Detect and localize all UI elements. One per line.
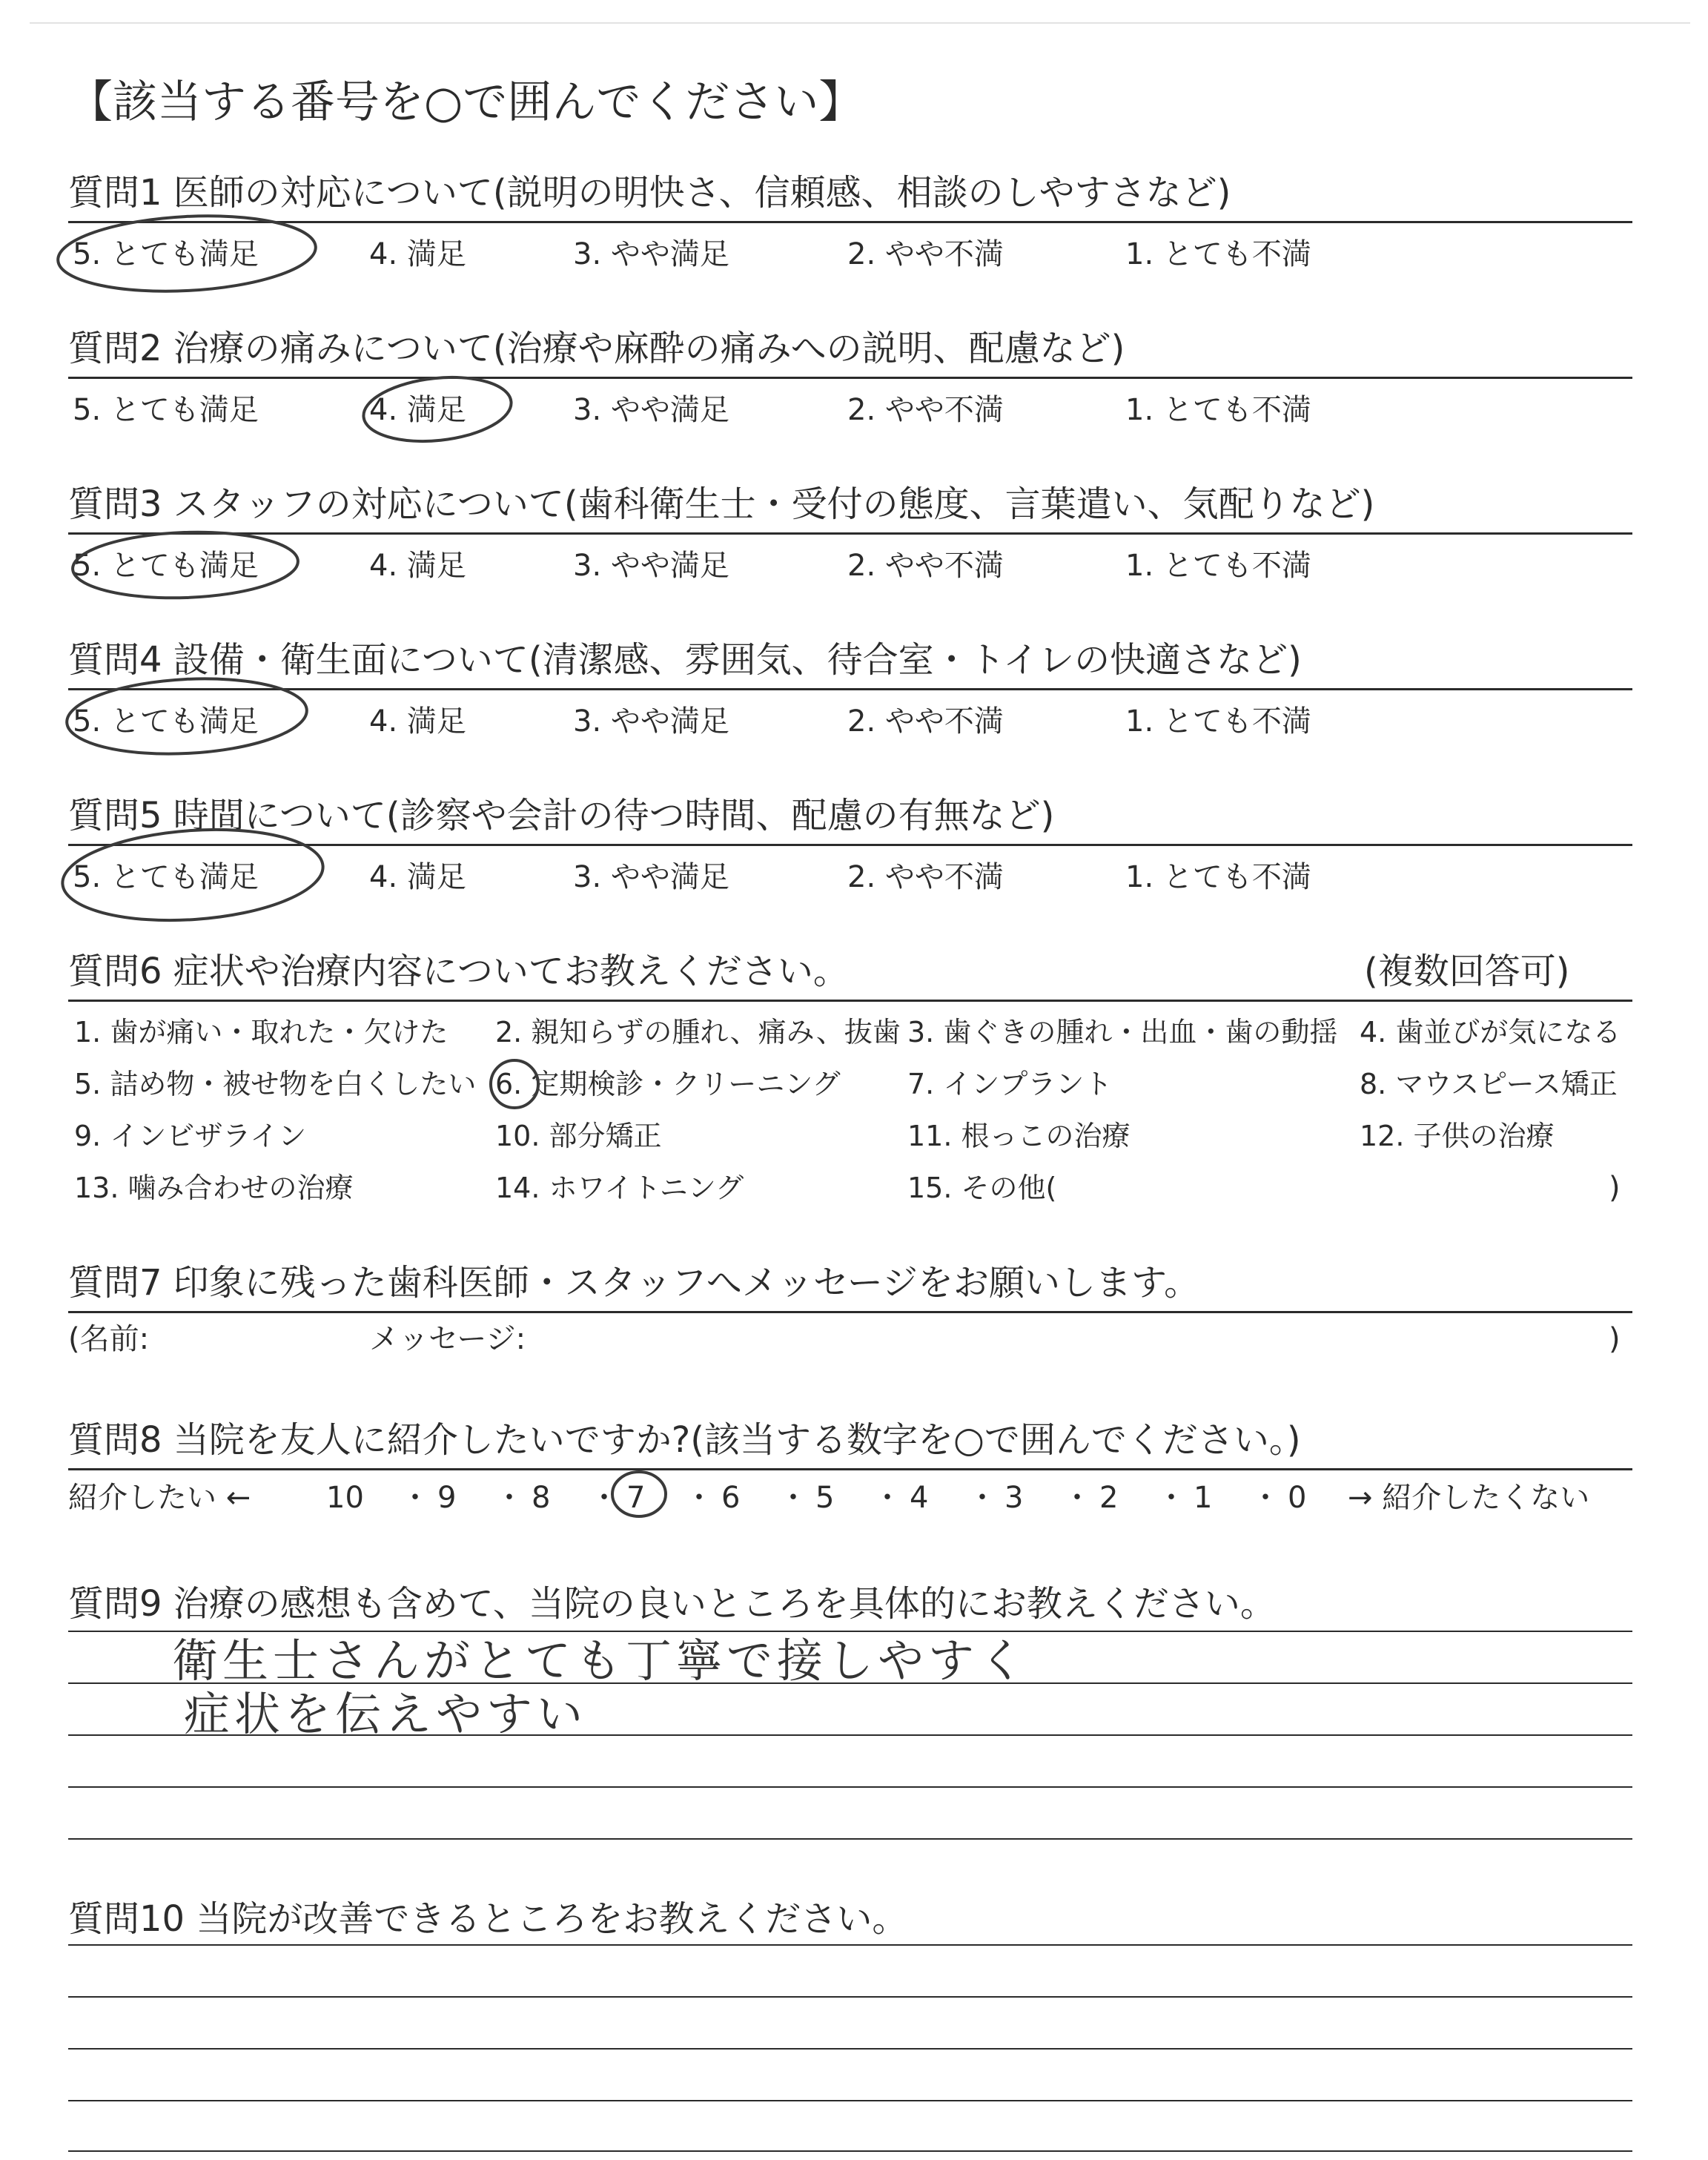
- symptom-option-12[interactable]: 12. 子供の治療: [1360, 1120, 1555, 1152]
- option-2[interactable]: 2. やや不満: [847, 237, 1004, 271]
- scale-option-7[interactable]: 7: [626, 1481, 646, 1515]
- question-label: 質問6 症状や治療内容についてお教えください。: [68, 951, 849, 992]
- selection-circle-q6: [491, 1060, 538, 1108]
- scale-separator: ・: [778, 1481, 808, 1515]
- option-3[interactable]: 3. やや満足: [573, 860, 729, 894]
- scale-separator: ・: [589, 1481, 619, 1515]
- symptom-option-9[interactable]: 9. インビザライン: [74, 1120, 307, 1152]
- question-label: 質問3 スタッフの対応について(歯科衛生士・受付の態度、言葉遣い、気配りなど): [68, 483, 1375, 525]
- question-label: 質問1 医師の対応について(説明の明快さ、信頼感、相談のしやすさなど): [68, 172, 1231, 214]
- symptom-option-4[interactable]: 4. 歯並びが気になる: [1360, 1016, 1621, 1048]
- option-5[interactable]: 5. とても満足: [73, 393, 259, 427]
- selection-circle-q3: [72, 529, 299, 602]
- option-1[interactable]: 1. とても不満: [1125, 860, 1311, 894]
- symptom-option-10[interactable]: 10. 部分矯正: [495, 1120, 662, 1152]
- option-4[interactable]: 4. 満足: [369, 393, 466, 427]
- question-label: 質問7 印象に残った歯科医師・スタッフへメッセージをお願いします。: [68, 1262, 1200, 1304]
- scale-separator: ・: [873, 1481, 902, 1515]
- scale-separator: ・: [967, 1481, 997, 1515]
- question-label: 質問5 時間について(診察や会計の待つ時間、配慮の有無など): [68, 795, 1055, 836]
- scale-option-4[interactable]: 4: [910, 1481, 929, 1515]
- symptom-option-14[interactable]: 14. ホワイトニング: [495, 1172, 744, 1204]
- selection-circle-q2: [360, 371, 514, 448]
- symptom-option-5[interactable]: 5. 詰め物・被せ物を白くしたい: [74, 1068, 477, 1100]
- question-label: 質問10 当院が改善できるところをお教えください。: [68, 1898, 908, 1940]
- scale-separator: ・: [684, 1481, 714, 1515]
- symptom-option-6[interactable]: 6. 定期検診・クリーニング: [495, 1068, 841, 1100]
- option-1[interactable]: 1. とても不満: [1125, 393, 1311, 427]
- question-label: 質問9 治療の感想も含めて、当院の良いところを具体的にお教えください。: [68, 1583, 1276, 1625]
- selection-circle-q8: [612, 1472, 666, 1516]
- scale-option-1[interactable]: 1: [1194, 1481, 1213, 1515]
- option-2[interactable]: 2. やや不満: [847, 549, 1004, 583]
- symptom-option-2[interactable]: 2. 親知らずの腫れ、痛み、抜歯: [495, 1016, 901, 1048]
- message-close-paren: ): [1609, 1322, 1621, 1356]
- scale-option-5[interactable]: 5: [815, 1481, 835, 1515]
- option-1[interactable]: 1. とても不満: [1125, 704, 1311, 739]
- symptom-option-8[interactable]: 8. マウスピース矯正: [1360, 1068, 1618, 1100]
- option-3[interactable]: 3. やや満足: [573, 704, 729, 739]
- option-3[interactable]: 3. やや満足: [573, 549, 729, 583]
- symptom-option-1[interactable]: 1. 歯が痛い・取れた・欠けた: [74, 1016, 448, 1048]
- scale-separator: ・: [1062, 1481, 1092, 1515]
- scale-option-0[interactable]: 0: [1288, 1481, 1307, 1515]
- option-4[interactable]: 4. 満足: [369, 860, 466, 894]
- question-label: 質問8 当院を友人に紹介したいですか?(該当する数字を○で囲んでください。): [68, 1419, 1301, 1461]
- option-4[interactable]: 4. 満足: [369, 549, 466, 583]
- scale-option-8[interactable]: 8: [532, 1481, 551, 1515]
- other-close-paren: ): [1609, 1171, 1621, 1205]
- form-title: 【該当する番号を○で囲んでください】: [68, 76, 864, 128]
- option-2[interactable]: 2. やや不満: [847, 704, 1004, 739]
- symptom-option-3[interactable]: 3. 歯ぐきの腫れ・出血・歯の動揺: [907, 1016, 1338, 1048]
- option-5[interactable]: 5. とても満足: [73, 704, 259, 739]
- option-5[interactable]: 5. とても満足: [73, 237, 259, 271]
- option-2[interactable]: 2. やや不満: [847, 393, 1004, 427]
- multiple-answer-note: (複数回答可): [1364, 951, 1570, 992]
- question-label: 質問2 治療の痛みについて(治療や麻酔の痛みへの説明、配慮など): [68, 328, 1125, 369]
- scale-option-10[interactable]: 10: [326, 1481, 364, 1515]
- scale-separator: ・: [1156, 1481, 1186, 1515]
- symptom-option-7[interactable]: 7. インプラント: [907, 1068, 1113, 1100]
- option-1[interactable]: 1. とても不満: [1125, 549, 1311, 583]
- selection-circle-q5: [59, 822, 326, 928]
- scale-option-9[interactable]: 9: [437, 1481, 457, 1515]
- question-label: 質問4 設備・衛生面について(清潔感、雰囲気、待合室・トイレの快適さなど): [68, 639, 1302, 681]
- recommend-left-label: 紹介したい ←: [68, 1481, 251, 1515]
- scale-separator: ・: [400, 1481, 430, 1515]
- option-4[interactable]: 4. 満足: [369, 237, 466, 271]
- scale-option-6[interactable]: 6: [721, 1481, 741, 1515]
- selection-circle-q1: [56, 210, 318, 297]
- recommend-right-label: → 紹介したくない: [1348, 1481, 1590, 1515]
- option-3[interactable]: 3. やや満足: [573, 393, 729, 427]
- name-label: (名前:: [68, 1322, 150, 1356]
- option-2[interactable]: 2. やや不満: [847, 860, 1004, 894]
- symptom-option-13[interactable]: 13. 噛み合わせの治療: [74, 1172, 354, 1204]
- option-5[interactable]: 5. とても満足: [73, 549, 259, 583]
- symptom-option-15[interactable]: 15. その他(: [907, 1172, 1057, 1204]
- option-5[interactable]: 5. とても満足: [73, 860, 259, 894]
- handwritten-answer-line-2: 症状を伝えやすい: [184, 1687, 588, 1741]
- symptom-option-11[interactable]: 11. 根っこの治療: [907, 1120, 1131, 1152]
- option-4[interactable]: 4. 満足: [369, 704, 466, 739]
- scale-separator: ・: [494, 1481, 524, 1515]
- selection-circle-q4: [65, 673, 309, 760]
- scale-separator: ・: [1251, 1481, 1280, 1515]
- handwritten-answer-line-1: 衛生士さんがとても丁寧で接しやすく: [172, 1634, 1030, 1688]
- scale-option-3[interactable]: 3: [1004, 1481, 1024, 1515]
- message-label: メッセージ:: [369, 1322, 526, 1356]
- option-3[interactable]: 3. やや満足: [573, 237, 729, 271]
- scale-option-2[interactable]: 2: [1099, 1481, 1119, 1515]
- option-1[interactable]: 1. とても不満: [1125, 237, 1311, 271]
